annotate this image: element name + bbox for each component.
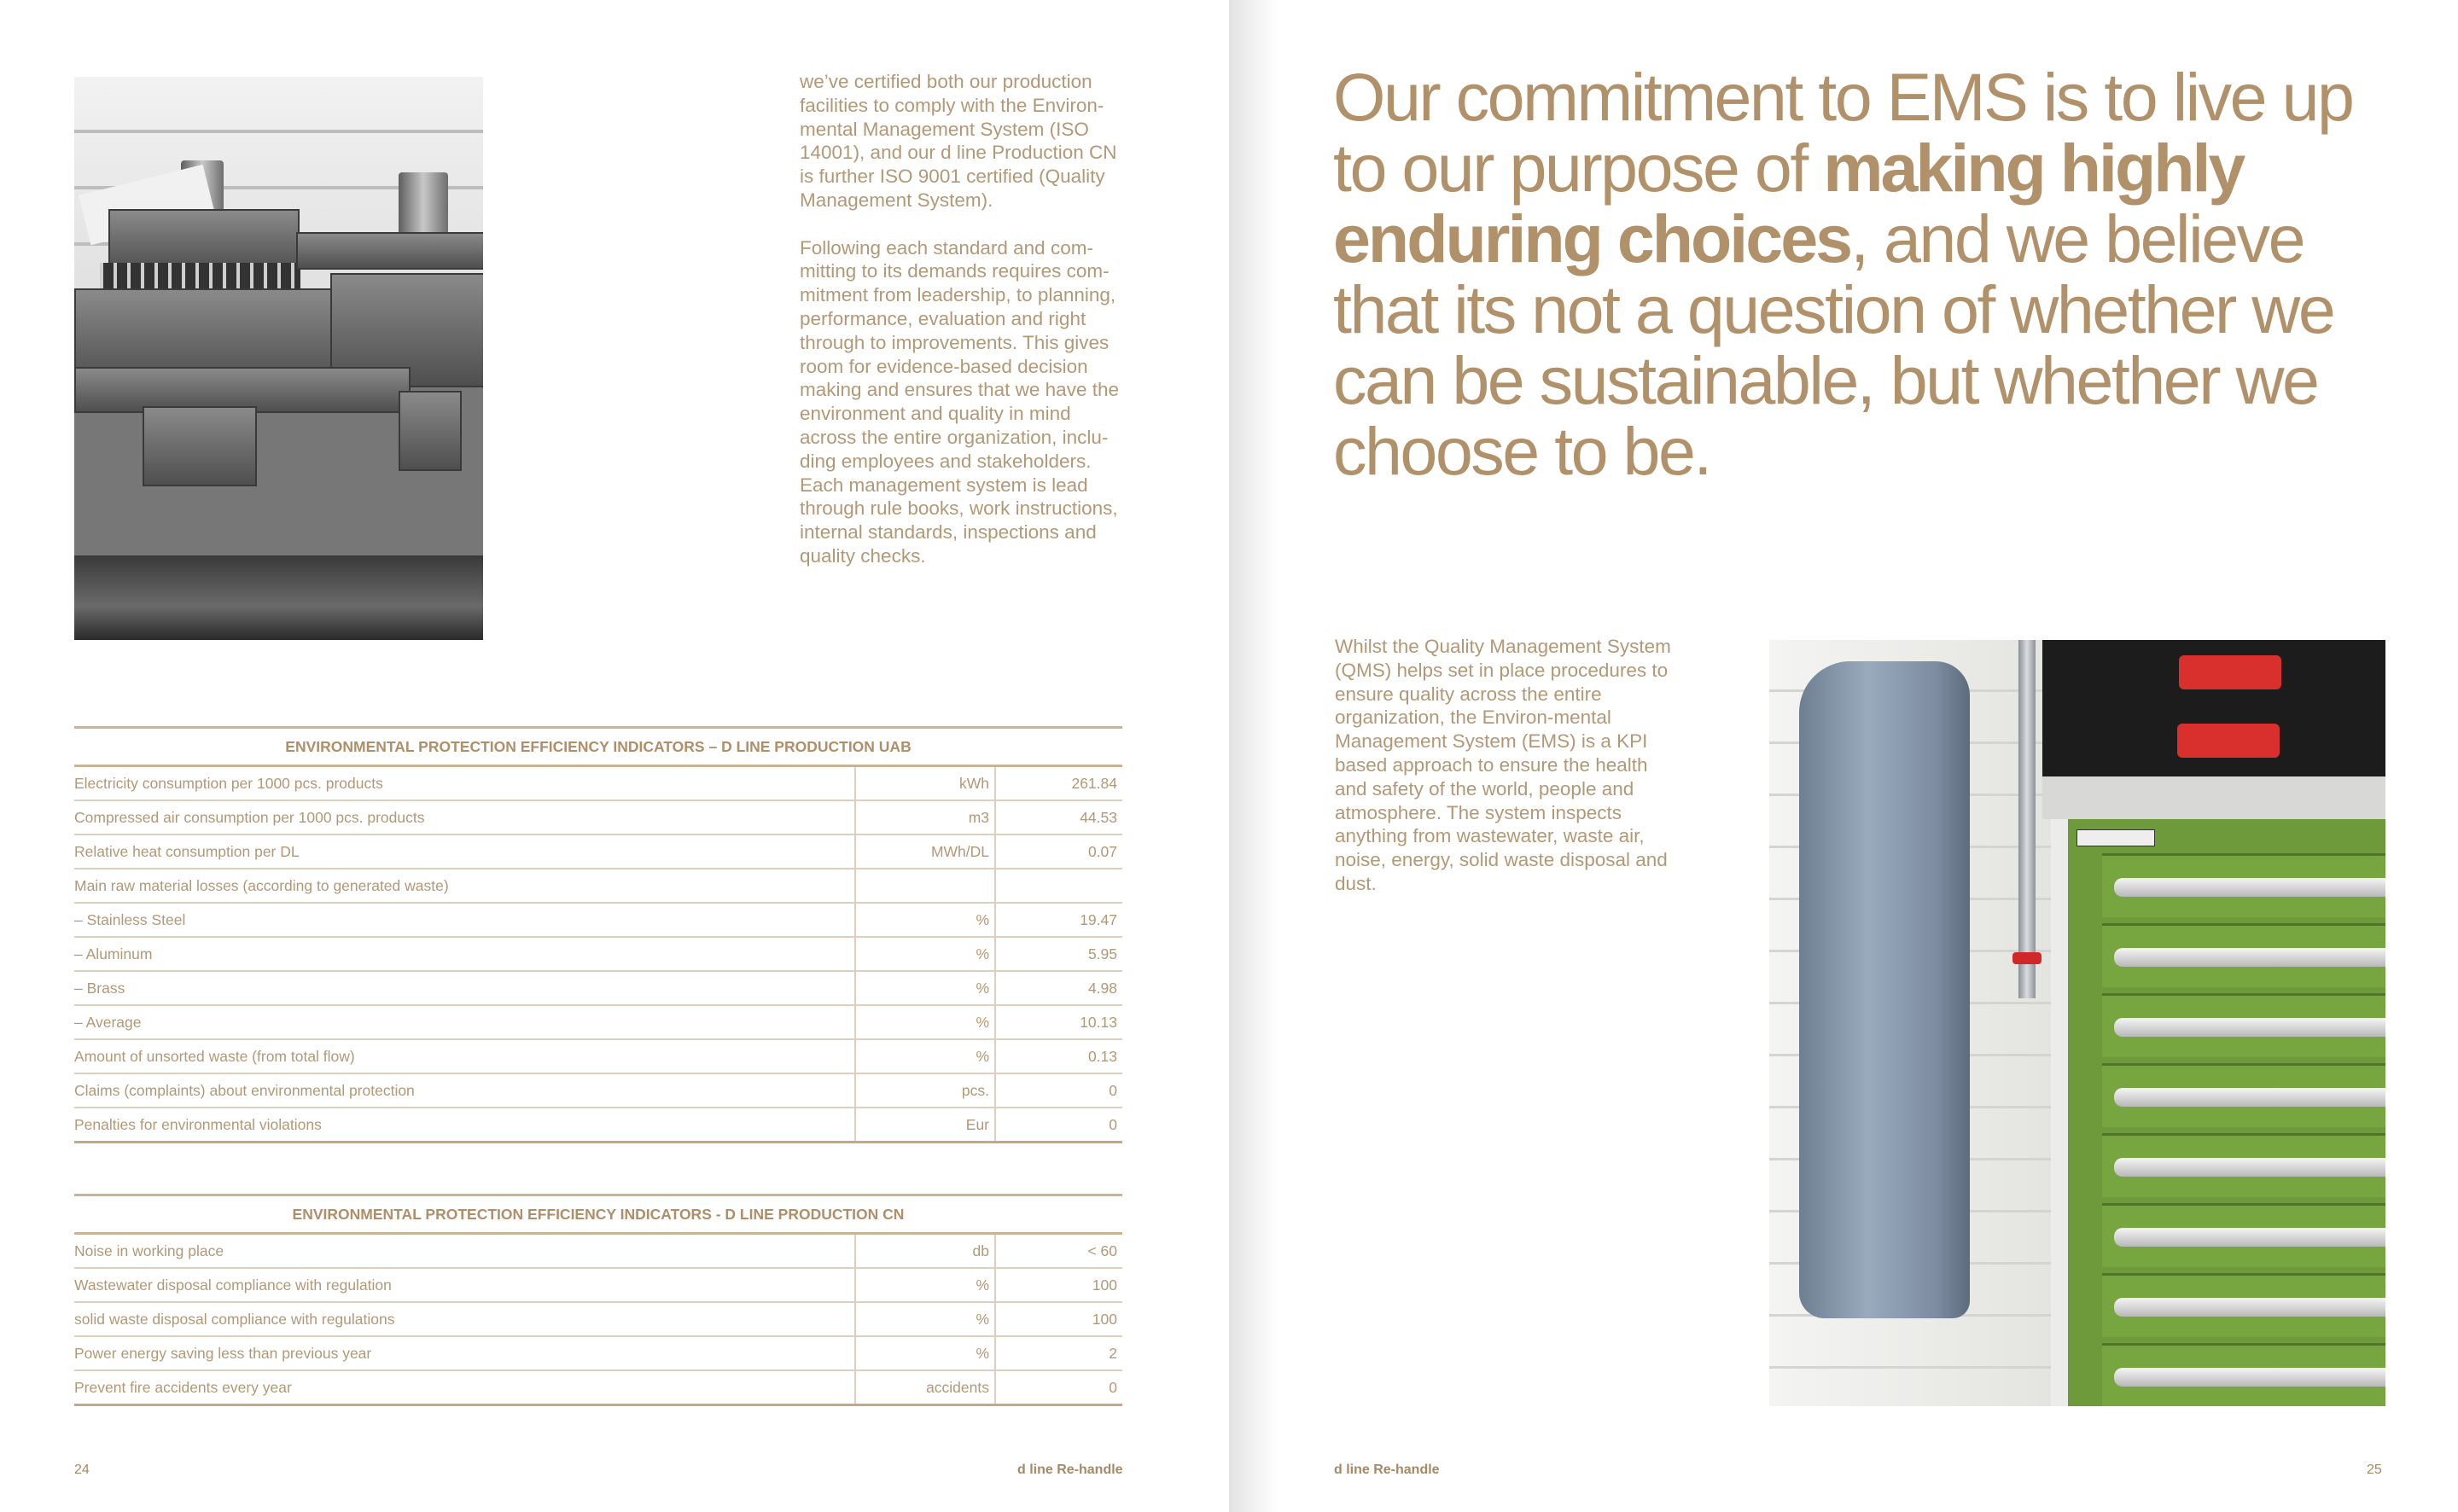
workbench (74, 555, 483, 640)
table-row (74, 1268, 1122, 1302)
row-label: Power energy saving less than previous year (74, 1336, 855, 1370)
book-gutter-shadow (1229, 0, 1280, 1512)
row-value: 100 (995, 1268, 1122, 1302)
row-label: Prevent fire accidents every year (74, 1370, 855, 1405)
table-row (74, 869, 1122, 903)
row-value: 2 (995, 1336, 1122, 1370)
cabinet-drawer (2102, 1063, 2385, 1127)
row-label: Electricity consumption per 1000 pcs. products (74, 767, 855, 800)
row-value: 0 (995, 1370, 1122, 1405)
table-row (74, 971, 1122, 1005)
row-unit: m3 (855, 800, 995, 835)
hanging-jacket (1799, 661, 1970, 1318)
pull-quote-part-2: , and we believe that its not a question of whether we can be sustainable, but whether we choose to be. (1333, 201, 2334, 489)
metal-pipe (2018, 640, 2036, 998)
drawer-handle (2114, 878, 2385, 897)
cabinet-drawer (2102, 993, 2385, 1057)
table-row (74, 1039, 1122, 1073)
cabinet-drawer (2102, 1203, 2385, 1267)
row-value: 44.53 (995, 800, 1122, 835)
bin-handle-red (2179, 655, 2281, 689)
table-row (74, 1005, 1122, 1039)
row-unit: % (855, 903, 995, 937)
kpi-table-uab (74, 726, 1122, 1143)
drawer-handle (2114, 948, 2385, 967)
red-valve (2012, 952, 2042, 964)
photo-press-dies (74, 77, 483, 640)
cabinet-drawer (2102, 1343, 2385, 1406)
table-row (74, 1302, 1122, 1336)
row-unit: % (855, 1005, 995, 1039)
shelf (2042, 776, 2385, 819)
pull-quote-heading (1333, 59, 2400, 489)
drawer-handle (2114, 1158, 2385, 1177)
storage-bins (2042, 640, 2385, 776)
intro-text-column (800, 70, 1133, 592)
kpi-table-body (74, 767, 1122, 1143)
row-value: 0.13 (995, 1039, 1122, 1073)
row-unit (855, 869, 995, 903)
row-label: – Stainless Steel (74, 903, 855, 937)
drawer-handle (2114, 1228, 2385, 1247)
die-block (296, 232, 483, 270)
footer-brand-left: d line Re-handle (1017, 1463, 1123, 1477)
row-unit: % (855, 937, 995, 971)
row-unit: kWh (855, 767, 995, 800)
row-unit: db (855, 1235, 995, 1268)
row-unit: % (855, 1039, 995, 1073)
green-drawer-cabinet (2068, 819, 2385, 1406)
row-value (995, 869, 1122, 903)
table-row (74, 1336, 1122, 1370)
row-unit: % (855, 971, 995, 1005)
page-number-right: 25 (2367, 1463, 2382, 1477)
pull-quote-part-1: Our commitment to EMS is to live up to our purpose of (1333, 59, 2353, 206)
table-row (74, 1235, 1122, 1268)
table-row (74, 767, 1122, 800)
drawer-handle (2114, 1368, 2385, 1387)
row-label: Penalties for environmental violations (74, 1108, 855, 1143)
table-row (74, 800, 1122, 835)
intro-paragraph-2: Following each standard and com-mitting to its demands requires com-mitment from leadership, to planning, performance, evaluation and right through to improvements. This gives room for evidence-based decision making and ensures that we have the environment and quality in mind across the entire organization, inclu-ding employees and stakeholders. Each management system is lead through rule books, work instructions, internal standards, inspections and quality checks. (800, 236, 1119, 567)
row-unit: Eur (855, 1108, 995, 1143)
table-row (74, 937, 1122, 971)
photo-workshop-jacket-cabinet (1769, 640, 2385, 1406)
row-label: Relative heat consumption per DL (74, 835, 855, 869)
row-value: 5.95 (995, 937, 1122, 971)
die-cylinder (399, 172, 448, 237)
pull-quote-emphasis: making highly enduring choices (1333, 130, 2244, 276)
drawer-handle (2114, 1018, 2385, 1037)
row-label: – Average (74, 1005, 855, 1039)
intro-paragraph-1: we’ve certified both our production facilities to comply with the Environ-mental Management System (ISO 14001), and our d line Production CN is further ISO 9001 certified (Quality Management System). (800, 71, 1117, 211)
row-value: 100 (995, 1302, 1122, 1336)
row-unit: MWh/DL (855, 835, 995, 869)
row-unit: % (855, 1302, 995, 1336)
footer-brand-right: d line Re-handle (1334, 1463, 1440, 1477)
row-label: Compressed air consumption per 1000 pcs. products (74, 800, 855, 835)
row-value: 0.07 (995, 835, 1122, 869)
row-label: – Aluminum (74, 937, 855, 971)
kpi-table-cn (74, 1194, 1122, 1406)
row-value: 261.84 (995, 767, 1122, 800)
row-label: – Brass (74, 971, 855, 1005)
row-label: Noise in working place (74, 1235, 855, 1268)
kpi-table-body (74, 1235, 1122, 1405)
row-value: 10.13 (995, 1005, 1122, 1039)
row-value: 0 (995, 1073, 1122, 1108)
table-row (74, 1370, 1122, 1405)
cabinet-drawer (2102, 923, 2385, 987)
row-unit: pcs. (855, 1073, 995, 1108)
drawer-handle (2114, 1088, 2385, 1107)
row-label: Claims (complaints) about environmental protection (74, 1073, 855, 1108)
table-row (74, 1073, 1122, 1108)
table-row (74, 1108, 1122, 1143)
row-value: < 60 (995, 1235, 1122, 1268)
row-label: Main raw material losses (according to generated waste) (74, 869, 855, 903)
table-row (74, 903, 1122, 937)
row-unit: % (855, 1336, 995, 1370)
row-label: solid waste disposal compliance with regulations (74, 1302, 855, 1336)
row-label: Amount of unsorted waste (from total flow) (74, 1039, 855, 1073)
row-value: 4.98 (995, 971, 1122, 1005)
row-unit: % (855, 1268, 995, 1302)
row-label: Wastewater disposal compliance with regulation (74, 1268, 855, 1302)
cabinet-drawer (2102, 853, 2385, 917)
cabinet-brand-plate (2076, 829, 2155, 846)
cabinet-drawer (2102, 1273, 2385, 1337)
row-value: 19.47 (995, 903, 1122, 937)
perforated-grid (100, 263, 300, 288)
cabinet-drawer (2102, 1133, 2385, 1197)
kpi-table-title: ENVIRONMENTAL PROTECTION EFFICIENCY INDICATORS - D LINE PRODUCTION CN (74, 1194, 1122, 1235)
page-number-left: 24 (74, 1463, 90, 1477)
bin-handle-red (2177, 724, 2280, 758)
die-leg (399, 391, 462, 471)
row-unit: accidents (855, 1370, 995, 1405)
die-leg (143, 406, 257, 486)
drawer-handle (2114, 1298, 2385, 1317)
kpi-table-title: ENVIRONMENTAL PROTECTION EFFICIENCY INDICATORS – D LINE PRODUCTION UAB (74, 726, 1122, 767)
qms-paragraph: Whilst the Quality Management System (QMS) helps set in place procedures to ensure quality across the entire organization, the Environ-mental Management System (EMS) is a KPI based approach to ensure the health and safety of the world, people and atmosphere. The system inspects anything from wastewater, waste air, noise, energy, solid waste disposal and dust. (1335, 636, 1671, 894)
row-value: 0 (995, 1108, 1122, 1143)
table-row (74, 835, 1122, 869)
